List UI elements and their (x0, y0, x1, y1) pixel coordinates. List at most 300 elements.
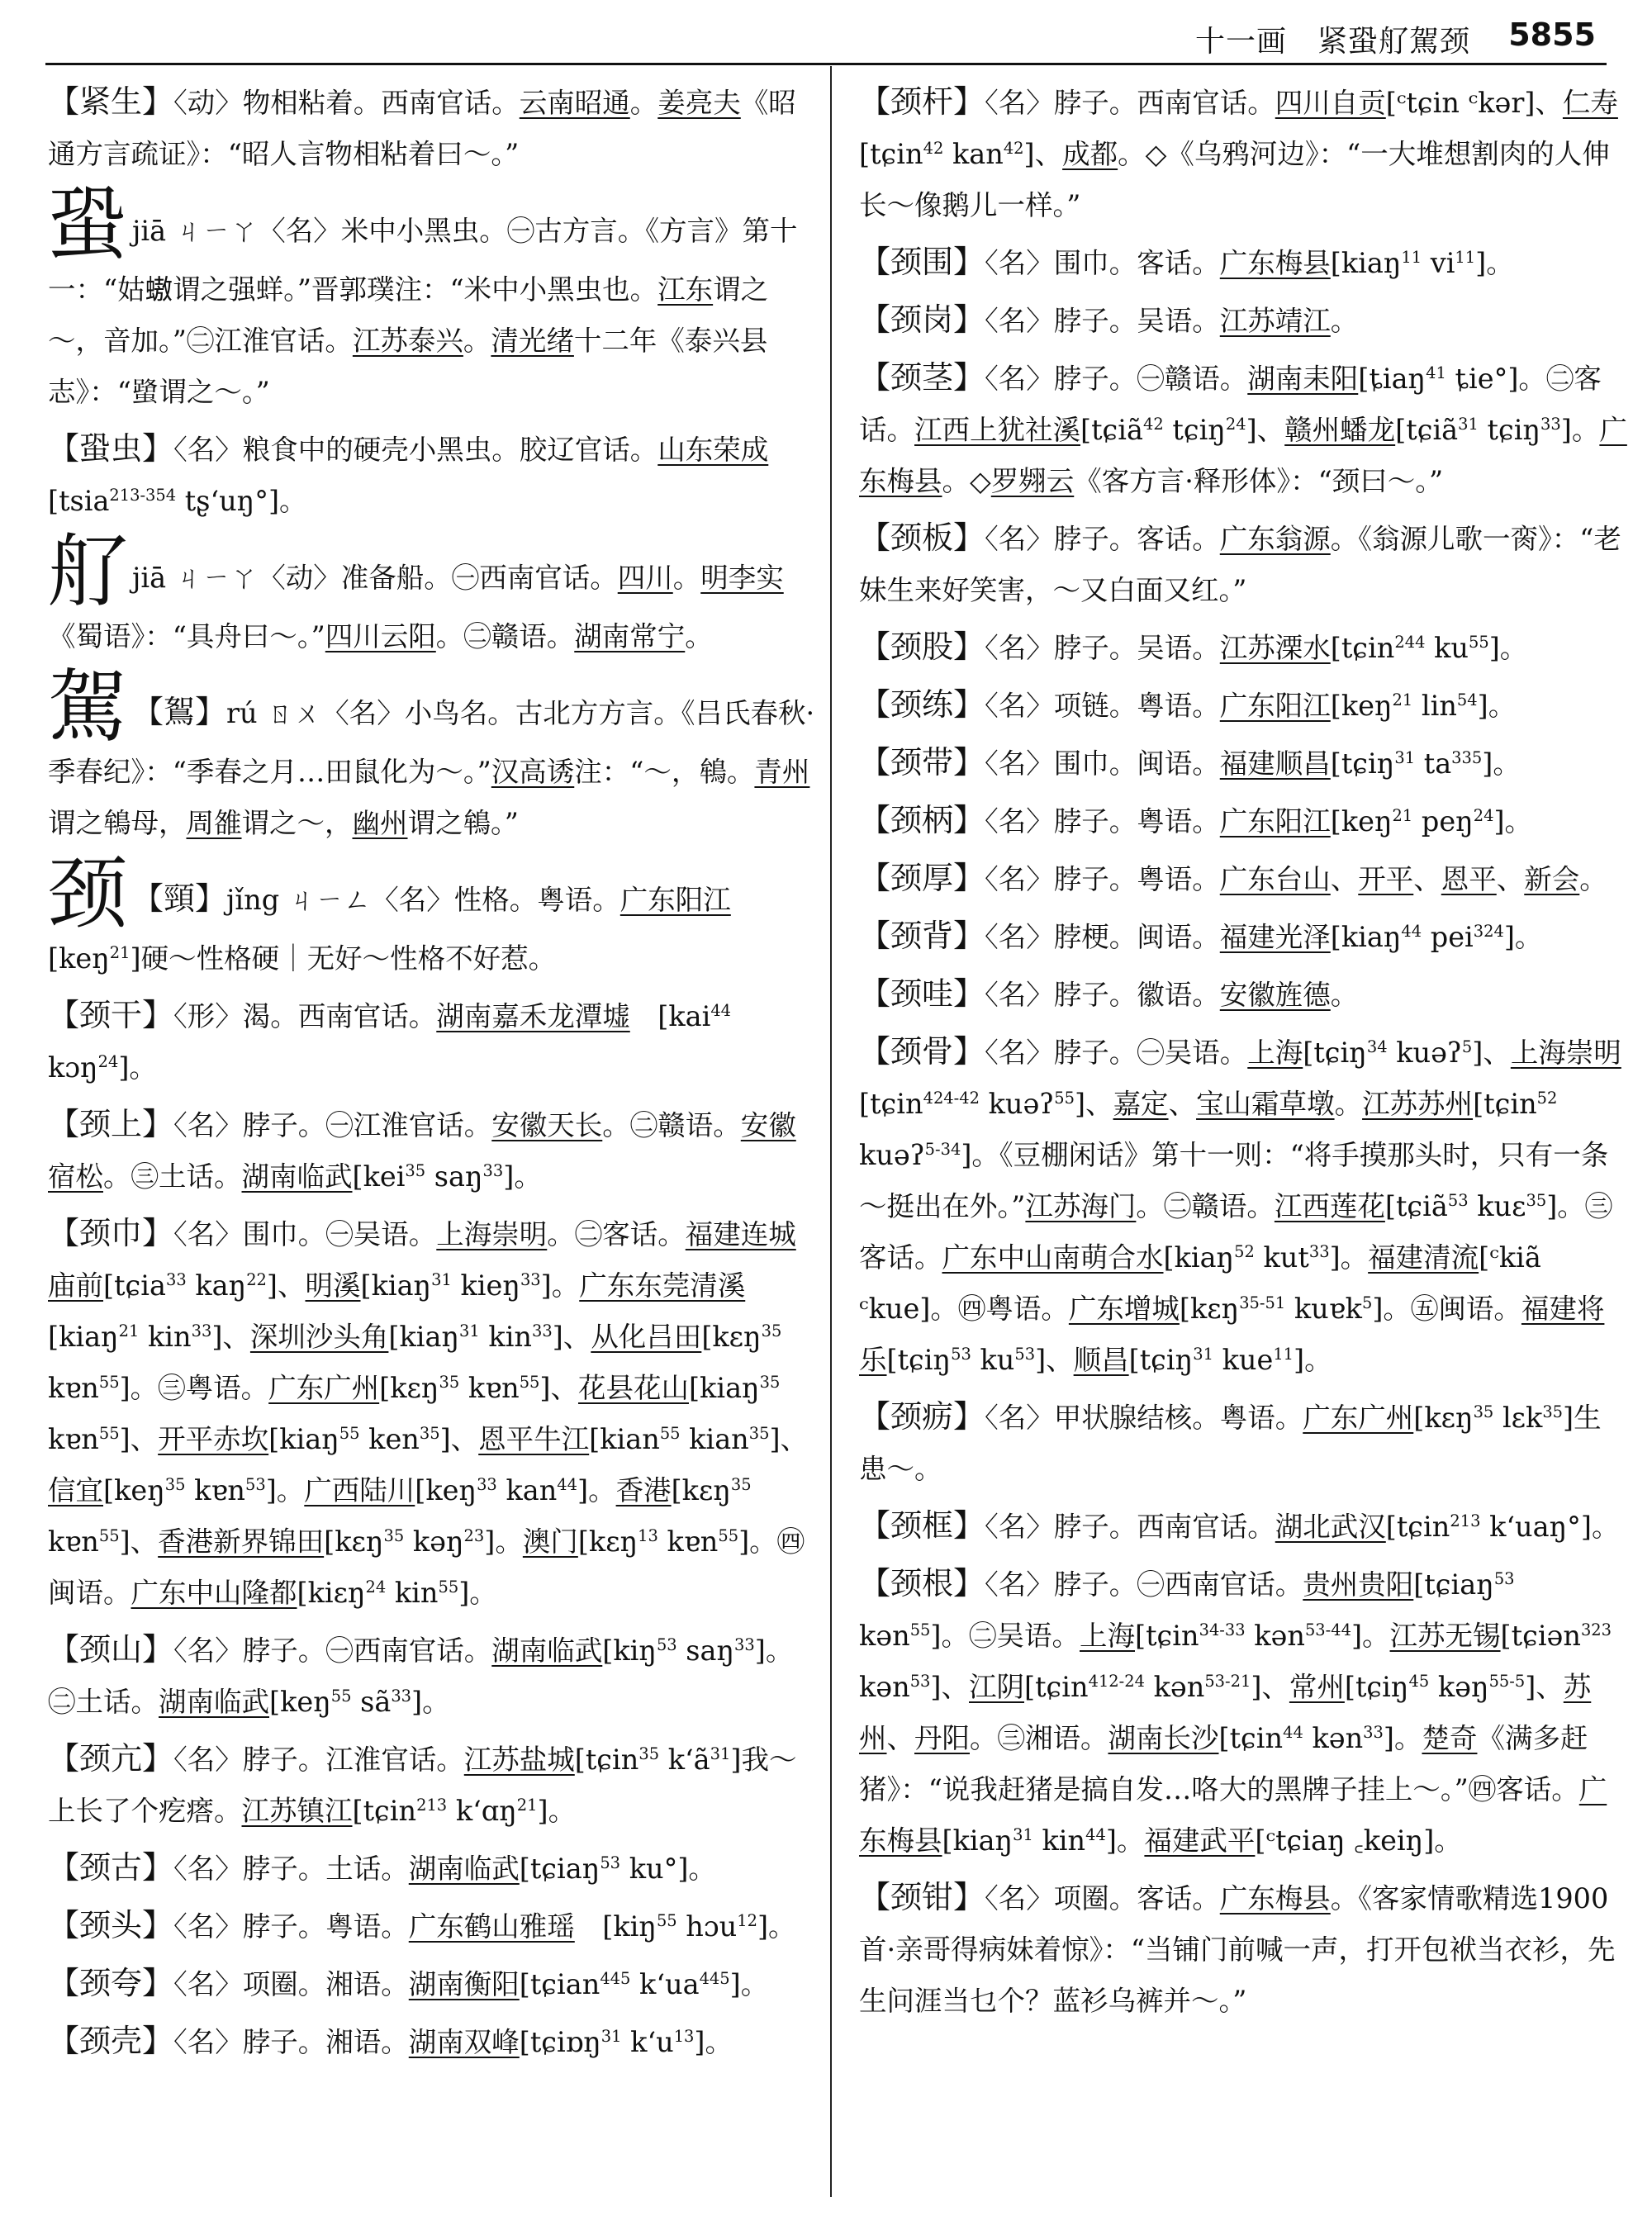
entry-text: ]。 (1351, 1620, 1390, 1652)
entry-text: 《昭通方言疏证》：“昭人言物相粘着曰～。” (48, 87, 796, 170)
entry-text: 〈名〉围巾。㊀吴语。 (173, 1218, 437, 1250)
entry-text: 《客方言·释形体》：“颈曰～。” (1074, 465, 1444, 497)
entry-headword: 【颈古】 (48, 1849, 174, 1886)
entry-text: [keŋ (1330, 805, 1393, 837)
place-name: 广东中山隆都 (131, 1577, 297, 1609)
tone-value: 31 (459, 1321, 480, 1340)
entry-text: 、 (1496, 863, 1525, 895)
entry-text: [kiŋ (574, 1910, 657, 1943)
entry-headword: 【颈亢】 (48, 1740, 174, 1777)
entry-text: [tɕin (859, 1088, 923, 1120)
entry-text: [tɕiŋ (1330, 747, 1395, 780)
entry-text: ]。㊄闽语。 (1372, 1293, 1521, 1325)
entry-headword: 【頸】 (132, 880, 227, 917)
entry-text: ]。 (484, 1525, 523, 1558)
tone-value: 31 (1458, 414, 1479, 434)
place-name: 江苏无锡 (1389, 1620, 1501, 1652)
entry-text: tɕiŋ (1478, 414, 1541, 446)
character-headword: 駕 (48, 661, 127, 753)
place-name: 新会 (1524, 863, 1580, 895)
entry-text: 。㊁客话。 (547, 1218, 686, 1250)
place-name: 广东东莞清溪 (579, 1269, 746, 1302)
tone-value: 34-33 (1199, 1620, 1246, 1639)
place-name: 广东梅县 (859, 1773, 1607, 1857)
dictionary-entry-jingbei (859, 910, 1627, 963)
tone-value: 424-42 (923, 1088, 980, 1108)
place-name: 广东广州 (1303, 1402, 1414, 1434)
entry-text: 《满多赶猪》：“说我赶猪是搞自发…咯大的黑牌子挂上～。”㊃客话。 (859, 1722, 1588, 1805)
entry-headword: 【颈钳】 (859, 1879, 985, 1915)
tone-value: 5 (1461, 1037, 1473, 1056)
place-name: 湖南临武 (408, 1853, 520, 1885)
tone-value: 21 (109, 942, 131, 962)
entry-text: kəŋ (404, 1525, 464, 1558)
entry-text: 〈名〉脖梗。闽语。 (985, 921, 1220, 953)
tone-value: 35 (405, 1160, 426, 1180)
tone-value: 33 (482, 1160, 504, 1180)
entry-text: [tɕin (1385, 1511, 1450, 1543)
tone-value: 55 (659, 1423, 681, 1443)
place-name: 广东鹤山雅瑶 (408, 1910, 575, 1943)
entry-text: ]。 (1560, 414, 1600, 446)
dictionary-entry-jiachong (48, 423, 816, 527)
place-name: 花县花山 (577, 1372, 689, 1404)
entry-headword: 【颈柄】 (859, 802, 985, 838)
entry-text: ku (971, 1344, 1015, 1376)
entry-text: 〈名〉项链。粤语。 (985, 690, 1220, 722)
tone-value: 324 (1473, 921, 1504, 941)
entry-text: kin (386, 1577, 439, 1609)
entry-text: [tɕin (352, 1795, 417, 1827)
place-name: 福建光泽 (1219, 921, 1331, 953)
entry-text: ]。《豆棚闲话》第十一则：“将手摸那头时，只有一条～挺出在外。” (859, 1139, 1609, 1222)
entry-text: [ȶiaŋ (1358, 363, 1427, 395)
tone-value: 35 (383, 1525, 405, 1545)
tone-value: 35 (759, 1372, 781, 1392)
place-name: 仁寿 (1562, 87, 1618, 119)
tone-value: 22 (246, 1269, 267, 1289)
entry-text: 〈名〉脖子。㊀吴语。 (985, 1037, 1248, 1069)
dictionary-entry-jinggu-bone (859, 1026, 1627, 1386)
tone-value: 445 (600, 1968, 631, 1988)
entry-text: ]。 (1383, 1722, 1422, 1754)
dictionary-entry-jingqian (859, 1872, 1627, 2027)
place-name: 周雒 (186, 807, 242, 839)
place-name: 上海 (1247, 1037, 1303, 1069)
entry-text: kəŋ (1429, 1671, 1489, 1703)
place-name: 嘉定 (1113, 1088, 1169, 1120)
entry-text: kʻuaŋ°]。 (1480, 1511, 1620, 1543)
tone-value: 53-44 (1304, 1620, 1351, 1639)
entry-text: kɐn (459, 1372, 520, 1404)
dictionary-entry-jingdai (859, 737, 1627, 790)
entry-headword: 【颈干】 (48, 997, 174, 1033)
entry-text: [kɛŋ (701, 1321, 762, 1353)
place-name: 常州 (1289, 1671, 1345, 1703)
character-headword: 颈 (48, 847, 127, 940)
entry-text: 〈名〉脖子。吴语。 (985, 632, 1220, 664)
entry-text: ku (1425, 632, 1469, 664)
place-name: 湖南临武 (159, 1686, 269, 1718)
entry-text: kɐn (185, 1474, 245, 1506)
entry-text: 〈名〉脖子。㊀西南官话。 (985, 1568, 1303, 1601)
entry-text: [ᶜtɕin ᶜkər]、 (1385, 87, 1563, 119)
entry-text: ]。 (1477, 690, 1517, 722)
entry-text: 十二年《泰兴县志》：“𧒍谓之～。” (48, 325, 768, 408)
entry-text: ]、 (539, 1372, 578, 1404)
place-name: 开平 (1358, 863, 1414, 895)
entry-text: jiā ㄐㄧㄚ〈名〉米中小黑虫。㊀古方言。《方言》第十一：“姑𧑃谓之强蛘。”晋郭璞注：“米中小黑虫也。 (48, 215, 798, 306)
page-header (0, 0, 1652, 64)
entry-text: 〈名〉脖子。湘语。 (173, 2026, 409, 2058)
entry-text: ]。㊃闽语。 (48, 1525, 805, 1609)
entry-text: 谓之～， (241, 807, 353, 839)
entry-text: [kiɛŋ (297, 1577, 366, 1609)
entry-headword: 【颈岗】 (859, 301, 985, 338)
tone-value: 213-354 (109, 485, 177, 505)
entry-text: kue (1213, 1344, 1274, 1376)
entry-text: 〈名〉脖子。㊀赣语。 (985, 363, 1248, 395)
entry-text: [kei (352, 1160, 406, 1193)
tone-value: 31 (1013, 1824, 1033, 1844)
place-name: 苏州 (859, 1671, 1592, 1754)
entry-text: kɐn (48, 1372, 99, 1404)
tone-value: 21 (516, 1795, 538, 1815)
place-name: 信宜 (48, 1474, 103, 1506)
tone-value: 52 (1234, 1241, 1255, 1261)
entry-text: [kiaŋ (1163, 1241, 1235, 1274)
dictionary-entry-jingban (859, 512, 1627, 616)
entry-text: ]、 (119, 1423, 159, 1455)
place-name: 广东增城 (1068, 1293, 1180, 1325)
tone-value: 11 (1401, 247, 1422, 267)
dictionary-entry-jingwa (859, 968, 1627, 1021)
entry-text: ]、 (1251, 1671, 1289, 1703)
entry-text: kut (1254, 1241, 1309, 1274)
tone-value: 24 (1225, 414, 1246, 434)
entry-text: kuɛ (1468, 1190, 1526, 1222)
entry-text: ku°]。 (620, 1853, 716, 1885)
place-name: 姜亮夫 (657, 87, 741, 119)
tone-value: 44 (1085, 1824, 1106, 1844)
entry-text: 。《客家情歌精选1900首·亲哥得病妹着惊》：“当铺门前喊一声，打开包袱当衣衫，先生问涯当乜个？蓝衫乌裤并～。” (859, 1882, 1616, 2017)
tone-value: 35 (1542, 1402, 1564, 1421)
entry-text: 。㊁赣语。 (602, 1109, 741, 1141)
entry-text: [tɕiŋ (1128, 1344, 1194, 1376)
dictionary-entry-jingjin (48, 1208, 816, 1619)
tone-value: 35 (761, 1321, 782, 1340)
place-name: 湖南双峰 (408, 2026, 520, 2058)
tone-value: 33 (191, 1321, 212, 1340)
tone-value: 21 (118, 1321, 140, 1340)
place-name: 江苏镇江 (241, 1795, 353, 1827)
tone-value: 31 (601, 2026, 622, 2046)
tone-value: 53 (1014, 1344, 1036, 1364)
entry-text: [tsia (48, 485, 110, 517)
entry-text: ]。 (503, 1160, 542, 1193)
entry-text: 〈名〉脖子。㊀江淮官话。 (173, 1109, 492, 1141)
entry-text: ]。 (1105, 1824, 1145, 1857)
entry-text: ]、 (552, 1321, 591, 1353)
entry-text: 谓之鴾母， (48, 807, 187, 839)
entry-text: ȶie°]。㊁客话。 (859, 363, 1602, 446)
entry-text: ]。 (1503, 921, 1543, 953)
entry-text: 。◇《乌鸦河边》：“一大堆想割肉的人伸长～像鹅儿一样。” (859, 138, 1610, 221)
entry-text: pei (1422, 921, 1474, 953)
entry-text: 、 (886, 1722, 914, 1754)
entry-text: ]。 (1493, 805, 1533, 837)
entry-headword: 【颈杆】 (859, 83, 985, 120)
tone-value: 13 (673, 2026, 695, 2046)
entry-text: ]、 (266, 1269, 306, 1302)
right-column (859, 76, 1627, 2032)
entry-text: 注：“～，鴾。 (574, 756, 755, 788)
place-name: 广东广州 (268, 1372, 380, 1404)
place-name: 丹阳 (914, 1722, 970, 1754)
tone-value: 42 (923, 138, 944, 158)
tone-value: 23 (463, 1525, 485, 1545)
entry-text: [ᶜkiã ᶜkue]。㊃粤语。 (859, 1241, 1541, 1325)
tone-value: 53 (245, 1474, 266, 1494)
tone-value: 55 (656, 1910, 677, 1930)
dictionary-entry-jia-boat (48, 525, 816, 662)
entry-text: 、 (1413, 863, 1441, 895)
tone-value: 33 (391, 1686, 412, 1706)
entry-text: kuəʔ (859, 1139, 925, 1171)
place-name: 广东翁源 (1219, 523, 1331, 555)
entry-text: ]。 (118, 1051, 157, 1084)
place-name: 广东阳江 (620, 884, 731, 916)
entry-headword: 【颈哇】 (859, 975, 985, 1012)
tone-value: 445 (699, 1968, 730, 1988)
dictionary-entry-jingshan (48, 1624, 816, 1728)
place-name: 宝山霜草墩 (1196, 1088, 1335, 1120)
entry-text: kuəʔ (1387, 1037, 1462, 1069)
tone-value: 55 (438, 1577, 459, 1597)
entry-text: kaŋ (186, 1269, 247, 1302)
tone-value: 42 (1003, 138, 1024, 158)
entry-headword: 【颈根】 (859, 1565, 985, 1601)
tone-value: 412-24 (1088, 1671, 1145, 1691)
entry-text: kən (859, 1671, 910, 1703)
entry-text: 〈名〉脖子。徽语。 (985, 979, 1220, 1011)
tone-value: 55 (519, 1372, 540, 1392)
tone-value: 31 (1193, 1344, 1213, 1364)
place-name: 四川云阳 (325, 620, 436, 652)
entry-text: 〈名〉脖子。西南官话。 (985, 87, 1275, 119)
tone-value: 53 (1447, 1190, 1469, 1210)
entry-text: [kɛŋ (1179, 1293, 1240, 1325)
entry-text: ]。㊂粤语。 (119, 1372, 269, 1404)
entry-text: 。 (1330, 979, 1359, 1011)
entry-text: saŋ (676, 1635, 735, 1667)
entry-text: ]。㊁吴语。 (930, 1620, 1080, 1652)
entry-text: [kɛŋ (324, 1525, 384, 1558)
tone-value: 35 (164, 1474, 186, 1494)
entry-text: ]。 (458, 1577, 497, 1609)
tone-value: 33 (520, 1269, 541, 1289)
entry-text: [kiaŋ (388, 1321, 460, 1353)
entry-text: [kiaŋ (1330, 921, 1402, 953)
entry-headword: 【颈骨】 (859, 1033, 985, 1070)
entry-text: [ᶜtɕiaŋ ꜀keiŋ]。 (1255, 1824, 1462, 1857)
tone-value: 55 (718, 1525, 739, 1545)
entry-headword: 【颈练】 (859, 686, 985, 723)
entry-text: [kiaŋ (688, 1372, 760, 1404)
tone-value: 54 (1456, 690, 1478, 709)
header-rule (45, 63, 1607, 65)
tone-value: 52 (1536, 1088, 1558, 1108)
place-name: 湖南耒阳 (1247, 363, 1359, 395)
entry-headword: 【颈壳】 (48, 2023, 174, 2059)
dictionary-entry-jingshang (48, 1098, 816, 1203)
entry-text: [tɕin (1218, 1722, 1284, 1754)
entry-text: [kiaŋ (360, 1269, 432, 1302)
place-name: 江苏苏州 (1362, 1088, 1474, 1120)
place-name: 四川 (617, 562, 673, 594)
entry-text: ken (359, 1423, 420, 1455)
place-name: 香港新界锦田 (158, 1525, 325, 1558)
tone-value: 45 (1408, 1671, 1430, 1691)
entry-text: ]。 (729, 1968, 769, 2000)
place-name: 广东梅县 (1219, 247, 1331, 279)
entry-headword: 【颈夸】 (48, 1965, 174, 2001)
entry-text: 〈名〉围巾。客话。 (985, 247, 1220, 279)
place-name: 湖南临武 (491, 1635, 603, 1667)
entry-text: [tɕin (1135, 1620, 1199, 1652)
entry-text: ]。 (1329, 1241, 1369, 1274)
entry-text: [tɕiaŋ (1413, 1568, 1494, 1601)
dictionary-entry-ru-bird (48, 661, 816, 849)
tone-value: 21 (1392, 690, 1413, 709)
entry-headword: 【紧生】 (48, 83, 174, 120)
entry-headword: 【鴽】 (132, 694, 227, 730)
tone-value: 55-5 (1488, 1671, 1526, 1691)
entry-text: ]硬～性格硬｜无好～性格不好惹。 (130, 942, 557, 975)
place-name: 江阴 (969, 1671, 1024, 1703)
entry-text: 谓之鴾。” (407, 807, 519, 839)
place-name: 广东梅县 (1219, 1882, 1331, 1914)
entry-text: kuəʔ (979, 1088, 1055, 1120)
entry-text: [tɕian (519, 1968, 601, 2000)
place-name: 清光绪 (491, 325, 574, 357)
tone-value: 24 (97, 1051, 119, 1071)
entry-text: kɔŋ (48, 1051, 98, 1084)
entry-text: kɐn (657, 1525, 719, 1558)
entry-text: ]、 (769, 1423, 809, 1455)
place-name: 江西莲花 (1274, 1190, 1385, 1222)
entry-text: ta (1415, 747, 1452, 780)
entry-text: 〈名〉脖子。粤语。 (985, 805, 1220, 837)
entry-text: [keŋ (415, 1474, 477, 1506)
place-name: 福建武平 (1144, 1824, 1256, 1857)
place-name: 青州 (754, 756, 810, 788)
tone-value: 55 (98, 1372, 120, 1392)
dictionary-entry-jingwei (859, 236, 1627, 289)
place-name: 深圳沙头角 (249, 1321, 389, 1353)
place-name: 香港 (615, 1474, 672, 1506)
entry-text: [kiaŋ (48, 1321, 119, 1353)
place-name: 四川自贡 (1275, 87, 1386, 119)
tone-value: 5-34 (924, 1139, 961, 1159)
entry-text: kin (1032, 1824, 1086, 1857)
entry-text: kan (496, 1474, 558, 1506)
entry-text: 。 (685, 620, 713, 652)
entry-text: [tɕiŋ (1303, 1037, 1367, 1069)
entry-text: [keŋ (1330, 690, 1393, 722)
place-name: 福建将乐 (859, 1293, 1605, 1376)
entry-text: [kɛŋ (671, 1474, 731, 1506)
entry-text: tɕiŋ (1163, 414, 1226, 446)
entry-text: [kiaŋ (268, 1423, 339, 1455)
entry-text: ]、 (1023, 138, 1063, 170)
dictionary-entry-jingkuang (859, 1500, 1627, 1553)
entry-text: kʻu (621, 2026, 674, 2058)
place-name: 贵州贵阳 (1303, 1568, 1414, 1601)
dictionary-entry-jinggang (859, 294, 1627, 347)
entry-text: [tɕiaŋ (519, 1853, 601, 1885)
entry-text: [kiaŋ (942, 1824, 1014, 1857)
entry-text: kən (1303, 1722, 1364, 1754)
dictionary-entry-jia-insect (48, 178, 816, 418)
tone-value: 5 (1361, 1293, 1373, 1312)
entry-text: sã (351, 1686, 392, 1718)
dictionary-entry-jinggu-thigh (859, 621, 1627, 674)
character-headword: 蛩 (48, 178, 127, 271)
place-name: 罗翙云 (990, 465, 1075, 497)
entry-text: ]。 (1482, 747, 1521, 780)
place-name: 安徽旌德 (1219, 979, 1331, 1011)
place-name: 广东阳江 (1219, 805, 1331, 837)
entry-text: ]、 (1246, 414, 1285, 446)
tone-value: 35 (439, 1372, 460, 1392)
dictionary-entry-jing-head (48, 847, 816, 985)
entry-headword: 【颈厚】 (859, 860, 985, 896)
entry-text: 。㊁赣语。 (1136, 1190, 1275, 1222)
place-name: 广东梅县 (859, 414, 1627, 497)
entry-text: ]、 (211, 1321, 250, 1353)
place-name: 成都 (1062, 138, 1118, 170)
tone-value: 33 (477, 1474, 497, 1494)
place-name: 江东 (657, 273, 714, 306)
entry-text: 、 (1168, 1088, 1197, 1120)
entry-text: 《蜀语》：“具舟曰～。” (48, 620, 325, 652)
entry-text: 〈名〉脖子。㊀西南官话。 (173, 1635, 492, 1667)
place-name: 从化吕田 (591, 1321, 702, 1353)
tone-value: 24 (365, 1577, 387, 1597)
entry-text: [keŋ (48, 942, 110, 975)
entry-text: [kai (629, 1000, 711, 1032)
entry-text: [tɕin (574, 1744, 639, 1776)
entry-text: 。㊂土话。 (103, 1160, 242, 1193)
entry-headword: 【颈茎】 (859, 359, 985, 396)
tone-value: 55 (98, 1525, 120, 1545)
tone-value: 33 (165, 1269, 187, 1289)
entry-text: 。㊁赣语。 (435, 620, 575, 652)
place-name: 恩平牛江 (478, 1423, 590, 1455)
tone-value: 44 (1283, 1722, 1303, 1742)
entry-text: kɐn (48, 1423, 99, 1455)
dictionary-entry-jingkua (48, 1957, 816, 2010)
entry-text: kən (1245, 1620, 1305, 1652)
entry-headword: 【颈巾】 (48, 1215, 174, 1251)
entry-text: 〈形〉渴。西南官话。 (173, 1000, 437, 1032)
entry-text: ]。 (1488, 632, 1528, 664)
place-name: 山东荣成 (657, 434, 769, 466)
tone-value: 53-21 (1204, 1671, 1251, 1691)
entry-text: kʻã (659, 1744, 710, 1776)
entry-text: kən (859, 1620, 910, 1652)
